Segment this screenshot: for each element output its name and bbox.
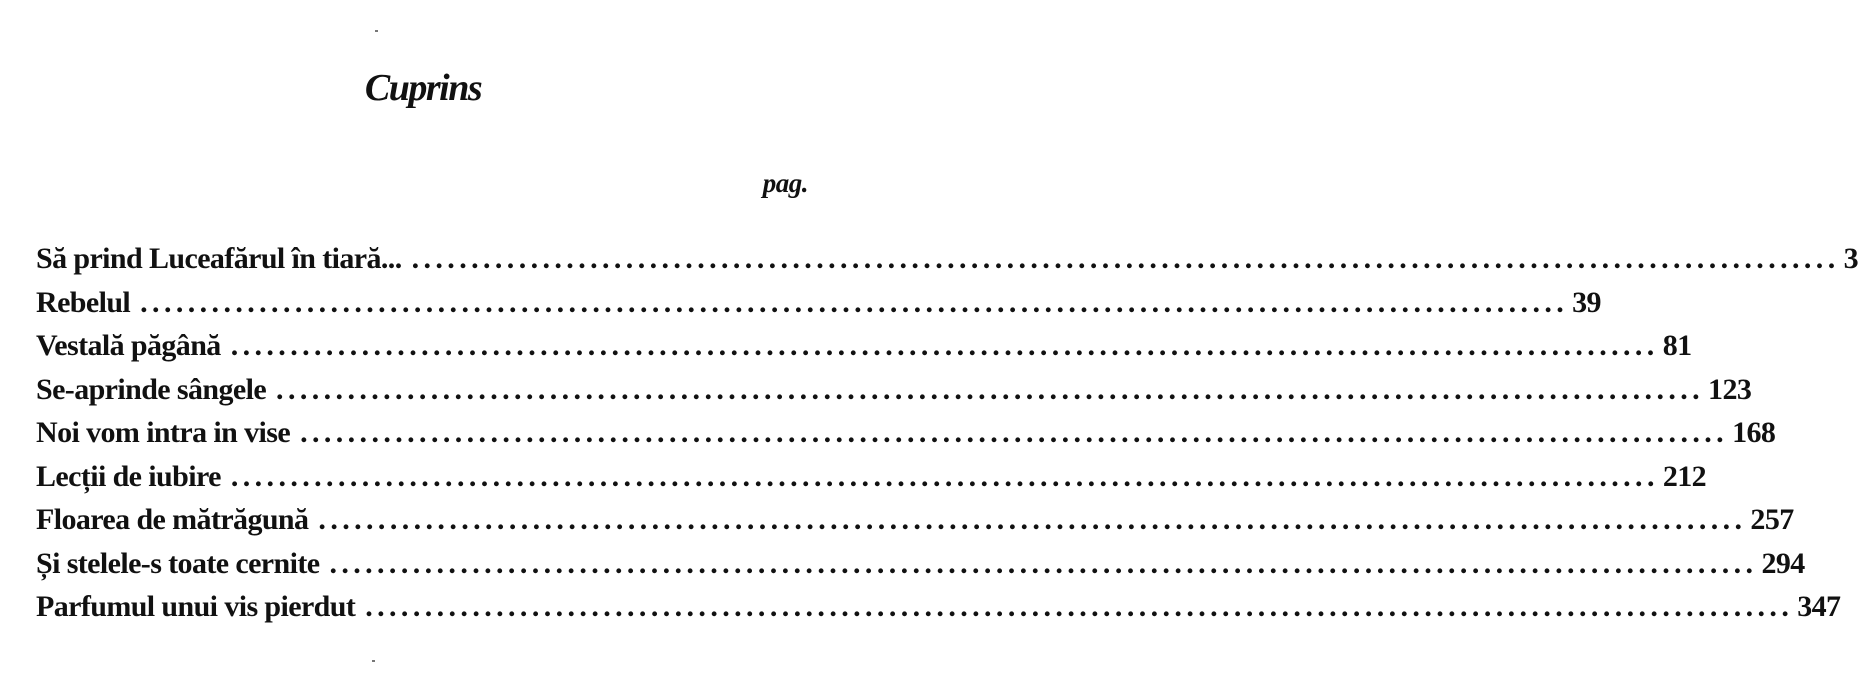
toc-entry-title: Să prind Luceafărul în tiară... xyxy=(36,242,402,275)
toc-dot-leader: ........................................................................................................................ xyxy=(140,285,1569,319)
toc-entry xyxy=(36,285,1601,332)
toc-entry-title: Vestală păgână xyxy=(36,329,221,362)
toc-entry-page: 81 xyxy=(1662,329,1692,362)
toc-entry xyxy=(36,242,1858,288)
toc-dot-leader: ........................................................................................................................ xyxy=(365,590,1794,623)
toc-entry xyxy=(36,459,1707,506)
toc-entry-title: Parfumul unui vis pierdut xyxy=(36,590,356,623)
toc-entry xyxy=(36,503,1794,549)
page-title: Cuprins xyxy=(364,67,482,109)
toc-entry-page: 212 xyxy=(1662,459,1707,493)
toc-entry-title: Se-aprinde sângele xyxy=(36,372,267,406)
toc-entry-page: 3 xyxy=(1843,242,1858,275)
table-of-contents xyxy=(36,242,1858,636)
toc-entry-page: 257 xyxy=(1750,503,1794,536)
toc-entry-page: 294 xyxy=(1761,546,1805,580)
toc-entry-page: 123 xyxy=(1708,372,1752,406)
toc-entry xyxy=(36,590,1841,636)
toc-entry-page: 168 xyxy=(1732,416,1776,449)
toc-entry xyxy=(36,416,1776,462)
toc-entry-title: Lecții de iubire xyxy=(36,459,221,493)
toc-entry xyxy=(36,372,1752,419)
toc-dot-leader: ........................................................................................................................ xyxy=(276,372,1705,406)
toc-dot-leader: ........................................................................................................................ xyxy=(318,503,1747,536)
toc-dot-leader: ........................................................................................................................ xyxy=(411,242,1840,275)
toc-entry-title: Noi vom intra in vise xyxy=(36,416,291,449)
page-column-label: pag. xyxy=(762,168,808,198)
toc-entry-page: 347 xyxy=(1797,590,1841,623)
toc-entry xyxy=(36,329,1692,375)
toc-dot-leader: ........................................................................................................................ xyxy=(230,329,1659,362)
toc-entry-title: Floarea de mătrăgună xyxy=(36,503,309,536)
toc-dot-leader: ........................................................................................................................ xyxy=(230,459,1659,493)
toc-dot-leader: ........................................................................................................................ xyxy=(300,416,1729,449)
toc-entry-title: Rebelul xyxy=(36,285,131,319)
toc-entry xyxy=(36,546,1805,593)
print-speck xyxy=(372,660,375,662)
toc-entry-page: 39 xyxy=(1572,285,1601,319)
toc-dot-leader: ........................................................................................................................ xyxy=(329,546,1758,580)
toc-entry-title: Și stelele-s toate cernite xyxy=(36,546,320,580)
print-speck xyxy=(375,30,378,32)
